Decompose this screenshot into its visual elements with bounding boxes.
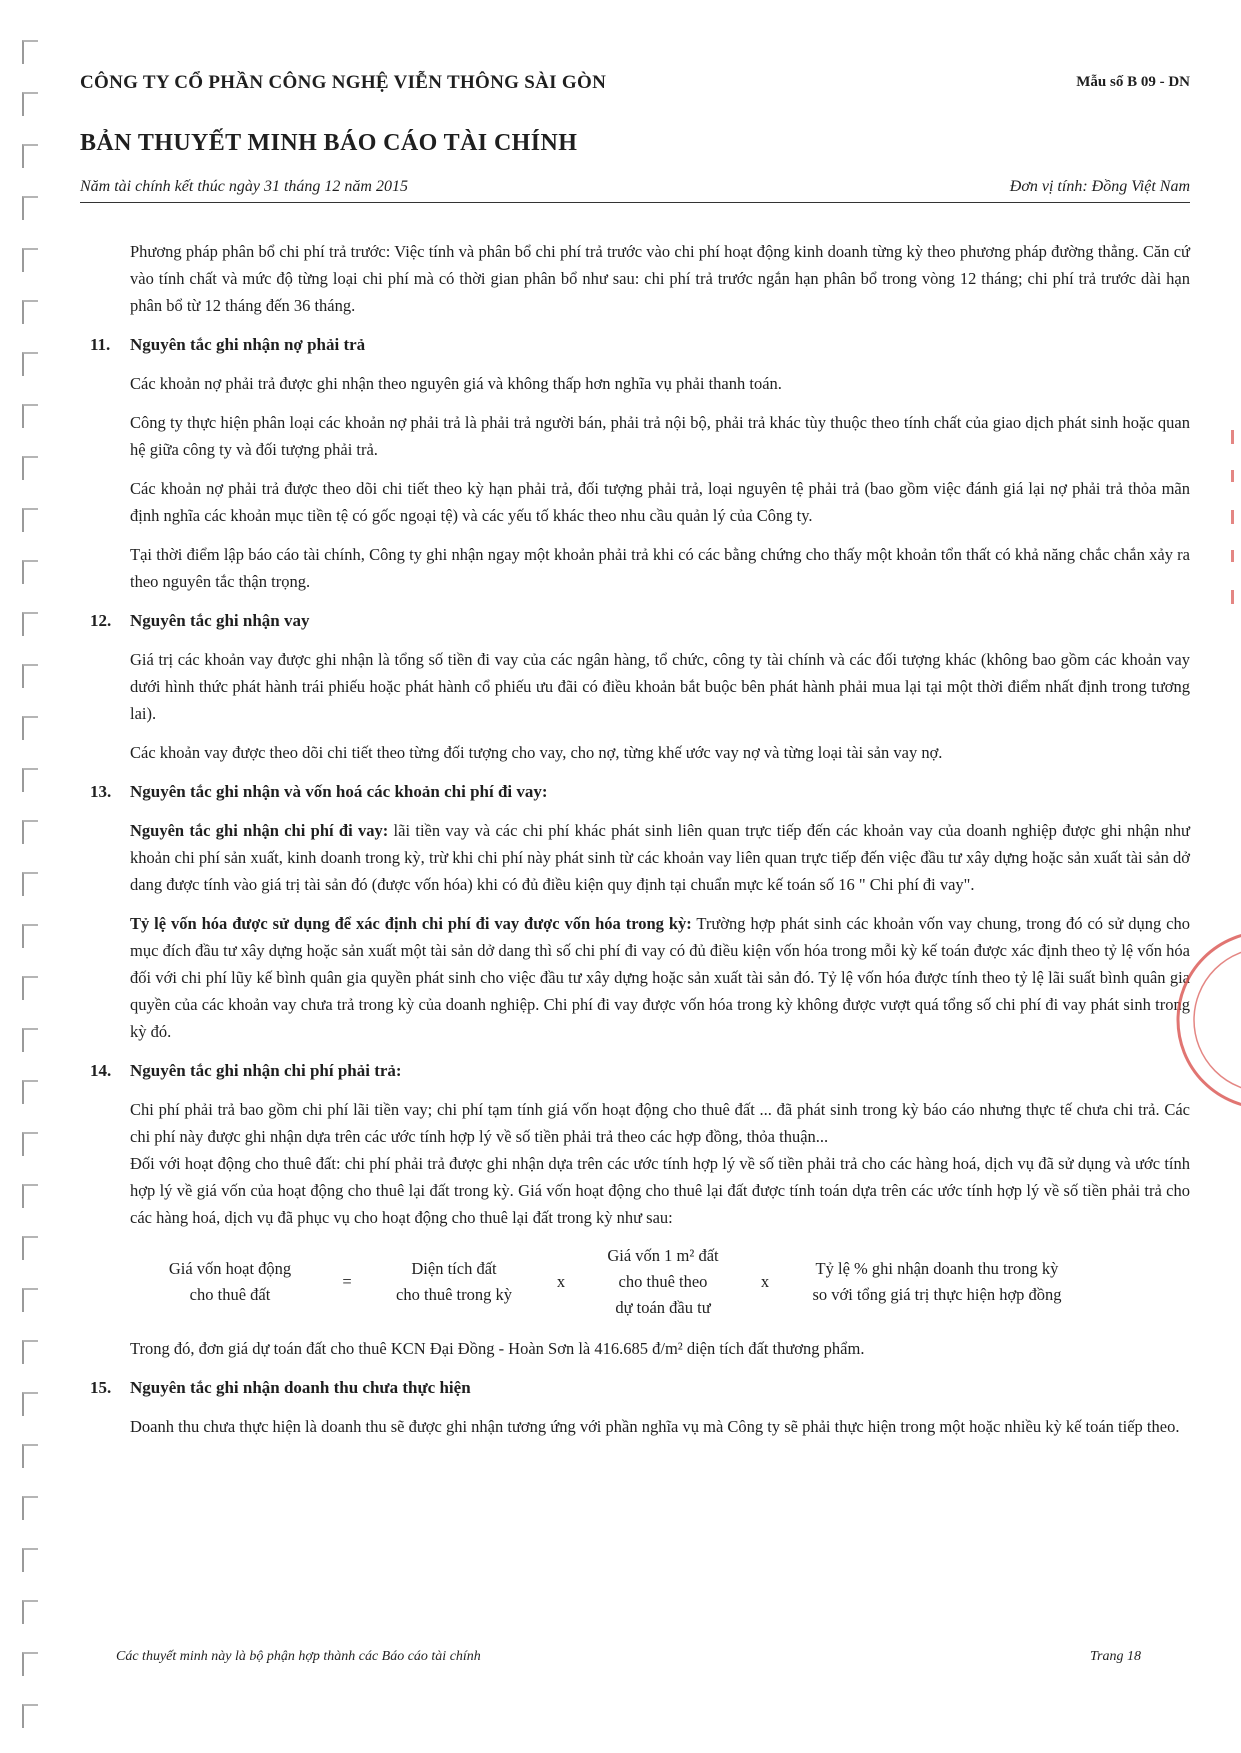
formula-line: Tỷ lệ % ghi nhận doanh thu trong kỳ (815, 1259, 1059, 1278)
page-number: Trang 18 (1090, 1649, 1141, 1664)
section-number: 15. (90, 1378, 112, 1397)
section-13-heading (90, 778, 1190, 805)
formula-line: Diện tích đất (411, 1259, 497, 1278)
paragraph: Các khoản nợ phải trả được theo dõi chi tiết theo kỳ hạn phải trả, đối tượng phải trả, loại nguyên tệ phải trả (bao gồm việc đánh giá lại nợ phải trả thỏa mãn định nghĩa các khoản mục tiền tệ có gốc ngoại tệ) và các yếu tố khác theo nhu cầu quản lý của Công ty. (130, 479, 1190, 525)
section-title: Nguyên tắc ghi nhận vay (130, 611, 310, 630)
formula-term (130, 1256, 330, 1308)
paragraph-text: lãi tiền vay và các chi phí khác phát sinh liên quan trực tiếp đến các khoản vay của doanh nghiệp được ghi nhận như khoản chi phí sản xuất, kinh doanh trong kỳ, trừ khi chi phí này phát sinh từ các khoản vay liên quan trực tiếp đến việc đầu tư xây dựng hoặc sản xuất tài sản dở dang được tính vào giá trị tài sản đó (được vốn hóa) khi có đủ điều kiện quy định tại chuẩn mực kế toán số 16 " Chi phí đi vay". (130, 821, 1190, 894)
paragraph: Giá trị các khoản vay được ghi nhận là tổng số tiền đi vay của các ngân hàng, tổ chức, công ty tài chính và các đối tượng khác (không bao gồm các khoản vay dưới hình thức phát hành trái phiếu hoặc phát hành cổ phiếu ưu đãi có điều khoản bắt buộc bên phát hành phải mua lại tại một thời điểm nhất định trong tương lai). (130, 650, 1190, 723)
report-title: BẢN THUYẾT MINH BÁO CÁO TÀI CHÍNH (80, 130, 578, 156)
paragraph (130, 817, 1190, 898)
formula-line: Giá vốn 1 m² đất (607, 1246, 719, 1265)
paragraph: Các khoản vay được theo dõi chi tiết theo từng đối tượng cho vay, cho nợ, từng khế ước vay nợ và từng loại tài sản vay nợ. (130, 743, 943, 762)
multiply-sign: x (556, 1272, 566, 1291)
paragraph: Trong đó, đơn giá dự toán đất cho thuê KCN Đại Đồng - Hoàn Sơn là 416.685 đ/m² diện tích đất thương phẩm. (130, 1339, 865, 1358)
section-15-heading (90, 1374, 1190, 1401)
cost-formula (130, 1243, 1190, 1321)
formula-line: Giá vốn hoạt động (168, 1259, 292, 1278)
paragraph-text: Trường hợp phát sinh các khoản vốn vay chung, trong đó có sử dụng cho mục đích đầu tư xây dựng hoặc sản xuất một tài sản dở dang thì số chi phí đi vay có đủ điều kiện vốn hóa trong mỗi kỳ kế toán được xác định theo tỷ lệ vốn hóa đối với chi phí lũy kế bình quân gia quyền phát sinh cho việc đầu tư xây dựng hoặc sản xuất tài sản đó. Tỷ lệ vốn hóa được tính theo tỷ lệ lãi suất bình quân gia quyền của các khoản vay chưa trả trong kỳ của doanh nghiệp. Chi phí đi vay được vốn hóa trong kỳ không được vượt quá tổng số chi phí đi vay phát sinh trong kỳ đó. (130, 914, 1190, 1041)
company-seal-icon (1171, 925, 1241, 1115)
formula-term (578, 1243, 748, 1321)
paragraph: Đối với hoạt động cho thuê đất: chi phí phải trả được ghi nhận dựa trên các ước tính hợp lý về số tiền phải trả cho các hàng hoá, dịch vụ đã sử dụng và ước tính hợp lý về giá vốn của hoạt động cho thuê lại đất trong kỳ. Giá vốn hoạt động cho thuê lại đất được tính toán dựa trên các ước tính hợp lý về số tiền phải trả cho các hàng hoá, dịch vụ đã phục vụ cho hoạt động cho thuê lại đất trong kỳ như sau: (130, 1154, 1190, 1227)
seal-edge-icon (1223, 430, 1241, 630)
header-divider (80, 202, 1190, 203)
paragraph (130, 910, 1190, 1045)
section-title: Nguyên tắc ghi nhận chi phí phải trả: (130, 1061, 402, 1080)
fiscal-year-line: Năm tài chính kết thúc ngày 31 tháng 12 năm 2015 (80, 178, 408, 195)
paragraph: Chi phí phải trả bao gồm chi phí lãi tiền vay; chi phí tạm tính giá vốn hoạt động cho thuê đất ... đã phát sinh trong kỳ báo cáo nhưng thực tế chưa chi trả. Các chi phí này được ghi nhận dựa trên các ước tính hợp lý về số tiền phải trả theo các hợp đồng, thỏa thuận... (130, 1100, 1190, 1146)
formula-term (782, 1256, 1092, 1308)
section-number: 14. (90, 1061, 112, 1080)
section-number: 12. (90, 611, 112, 630)
section-12-heading (90, 607, 1190, 634)
paragraph-lead: Tỷ lệ vốn hóa được sử dụng để xác định chi phí đi vay được vốn hóa trong kỳ: (130, 914, 692, 933)
currency-unit-line: Đơn vị tính: Đồng Việt Nam (1009, 178, 1190, 195)
footer-note: Các thuyết minh này là bộ phận hợp thành các Báo cáo tài chính (116, 1649, 481, 1664)
section-number: 11. (90, 335, 111, 354)
company-name: CÔNG TY CỔ PHẦN CÔNG NGHỆ VIỄN THÔNG SÀI GÒN (80, 72, 607, 93)
formula-line: cho thuê trong kỳ (396, 1285, 512, 1304)
paragraph: Công ty thực hiện phân loại các khoản nợ phải trả là phải trả người bán, phải trả nội bộ, phải trả khác tùy thuộc theo tính chất của giao dịch phát sinh hoặc quan hệ giữa công ty và đối tượng phải trả. (130, 413, 1190, 459)
section-title: Nguyên tắc ghi nhận và vốn hoá các khoản chi phí đi vay: (130, 782, 548, 801)
section-number: 13. (90, 782, 112, 801)
binding-margin (18, 30, 48, 1730)
prepaid-expense-paragraph: Phương pháp phân bổ chi phí trả trước: Việc tính và phân bổ chi phí trả trước vào chi phí hoạt động kinh doanh từng kỳ theo phương pháp đường thẳng. Căn cứ vào tính chất và mức độ từng loại chi phí mà có thời gian phân bổ như sau: chi phí trả trước ngắn hạn phân bổ trong vòng 12 tháng; chi phí trả trước dài hạn phân bổ từ 12 tháng đến 36 tháng. (130, 242, 1190, 315)
formula-line: dự toán đầu tư (615, 1298, 711, 1317)
section-11-heading (90, 331, 1190, 358)
paragraph: Doanh thu chưa thực hiện là doanh thu sẽ được ghi nhận tương ứng với phần nghĩa vụ mà Công ty sẽ phải thực hiện trong một hoặc nhiều kỳ kế toán tiếp theo. (130, 1417, 1180, 1436)
formula-line: cho thuê đất (189, 1285, 271, 1304)
equals-sign: = (342, 1272, 352, 1291)
paragraph: Tại thời điểm lập báo cáo tài chính, Công ty ghi nhận ngay một khoản phải trả khi có các bằng chứng cho thấy một khoản tổn thất có khả năng chắc chắn xảy ra theo nguyên tắc thận trọng. (130, 545, 1190, 591)
document-body (90, 238, 1190, 1452)
section-title: Nguyên tắc ghi nhận nợ phải trả (130, 335, 366, 354)
section-14-heading (90, 1057, 1190, 1084)
paragraph-lead: Nguyên tắc ghi nhận chi phí đi vay: (130, 821, 389, 840)
multiply-sign: x (760, 1272, 770, 1291)
formula-line: cho thuê theo (618, 1272, 708, 1291)
formula-line: so với tổng giá trị thực hiện hợp đồng (812, 1285, 1062, 1304)
formula-term (364, 1256, 544, 1308)
paragraph: Các khoản nợ phải trả được ghi nhận theo nguyên giá và không thấp hơn nghĩa vụ phải thanh toán. (130, 374, 782, 393)
form-number: Mẫu số B 09 - DN (1076, 74, 1190, 90)
section-title: Nguyên tắc ghi nhận doanh thu chưa thực hiện (130, 1378, 471, 1397)
